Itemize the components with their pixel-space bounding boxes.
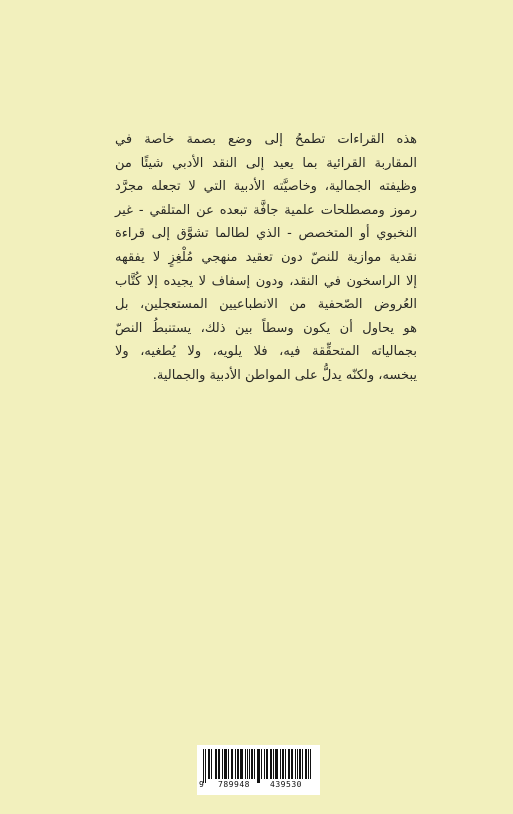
- blurb-line: هو يحاول أن يكون وسطاً بين ذلك، يستنبطُ النصّ: [115, 320, 417, 336]
- barcode-bar: [305, 749, 306, 779]
- barcode-bar: [297, 749, 298, 779]
- barcode-bar: [257, 749, 258, 783]
- barcode-bar: [270, 749, 271, 779]
- barcode-bar: [205, 749, 206, 783]
- barcode-bar: [211, 749, 212, 779]
- blurb-line: هذه القراءات تطمحُ إلى وضع بصمة خاصة في: [115, 132, 417, 147]
- barcode-bar: [280, 749, 281, 779]
- barcode-bar: [209, 749, 210, 779]
- barcode-bar: [258, 749, 259, 783]
- blurb-line: العُروض الصّحفية من الانطباعيين المستعجلين، بل: [115, 297, 417, 313]
- barcode-bar: [222, 749, 223, 779]
- barcode-bar: [273, 749, 274, 779]
- barcode-bar: [295, 749, 296, 779]
- barcode-bar: [285, 749, 286, 779]
- barcode-bar: [203, 749, 204, 783]
- barcode-bar: [300, 749, 301, 779]
- barcode-bar: [288, 749, 289, 779]
- blurb-line: إلا الراسخون في النقد، ودون إسفاف لا يجيده إلا كُتَّاب: [115, 273, 417, 289]
- barcode-bar: [306, 749, 307, 779]
- barcode-bar: [251, 749, 252, 779]
- barcode-bar: [252, 749, 253, 779]
- blurb-line: نقدية موازية للنصّ دون تعقيد منهجي مُلْغِزٍ لا يفقهه: [115, 249, 417, 265]
- barcode-bar: [254, 749, 255, 779]
- barcode-bar: [247, 749, 248, 779]
- barcode-bar: [275, 749, 276, 779]
- barcode-bar: [264, 749, 265, 779]
- barcode-bar: [245, 749, 246, 779]
- blurb-line: المقاربة القرائية بما يعيد إلى النقد الأدبي شيئًا من: [115, 155, 417, 171]
- barcode-bar: [241, 749, 242, 779]
- blurb-line: يبخسه، ولكنّه يدلُّ على المواطن الأدبية والجمالية.: [152, 367, 417, 383]
- barcode-bar: [224, 749, 225, 779]
- isbn-barcode: [197, 745, 320, 795]
- barcode-left-digits: 789948: [218, 780, 250, 789]
- barcode-bar: [291, 749, 292, 779]
- barcode-bar: [276, 749, 277, 779]
- barcode-bar: [308, 749, 309, 779]
- blurb-line: وظيفته الجمالية، وخاصيَّته الأدبية التي لا تجعله مجرَّد: [115, 179, 417, 195]
- barcode-bar: [271, 749, 272, 779]
- barcode-bar: [277, 749, 278, 779]
- barcode-bar: [208, 749, 209, 779]
- blurb-line: النخبوي أو المتخصص - الذي لطالما تشوَّق إلى قراءة: [115, 226, 417, 242]
- barcode-bar: [283, 749, 284, 779]
- barcode-lead-digit: 9: [199, 780, 204, 789]
- blurb-line: رموز ومصطلحات علمية جافَّة تبعده عن المتلقي - غير: [115, 202, 417, 218]
- barcode-bar: [242, 749, 243, 779]
- barcode-bar: [240, 749, 241, 779]
- barcode-bar: [238, 749, 239, 779]
- barcode-bar: [219, 749, 220, 779]
- barcode-bar: [302, 749, 303, 779]
- barcode-bar: [261, 749, 262, 779]
- barcode-bar: [282, 749, 283, 779]
- barcode-bar: [218, 749, 219, 779]
- barcode-bar: [299, 749, 300, 779]
- barcode-bar: [232, 749, 233, 779]
- barcode-bar: [226, 749, 227, 779]
- barcode-bar: [215, 749, 216, 779]
- barcode-bar: [259, 749, 260, 783]
- barcode-bar: [310, 749, 311, 779]
- barcode-right-digits: 439530: [270, 780, 302, 789]
- barcode-bar: [231, 749, 232, 779]
- back-cover-blurb: [115, 128, 417, 388]
- barcode-bar: [292, 749, 293, 779]
- barcode-bar: [249, 749, 250, 779]
- barcode-bar: [225, 749, 226, 779]
- barcode-bar: [228, 749, 229, 779]
- blurb-line: بجمالياته المتحقِّقة فيه، فلا يلويه، ولا يُطغيه، ولا: [115, 344, 417, 360]
- barcode-bar: [235, 749, 236, 779]
- barcode-bar: [289, 749, 290, 779]
- barcode-bar: [237, 749, 238, 779]
- barcode-bar: [216, 749, 217, 779]
- barcode-bar: [266, 749, 267, 779]
- barcode-bar: [267, 749, 268, 779]
